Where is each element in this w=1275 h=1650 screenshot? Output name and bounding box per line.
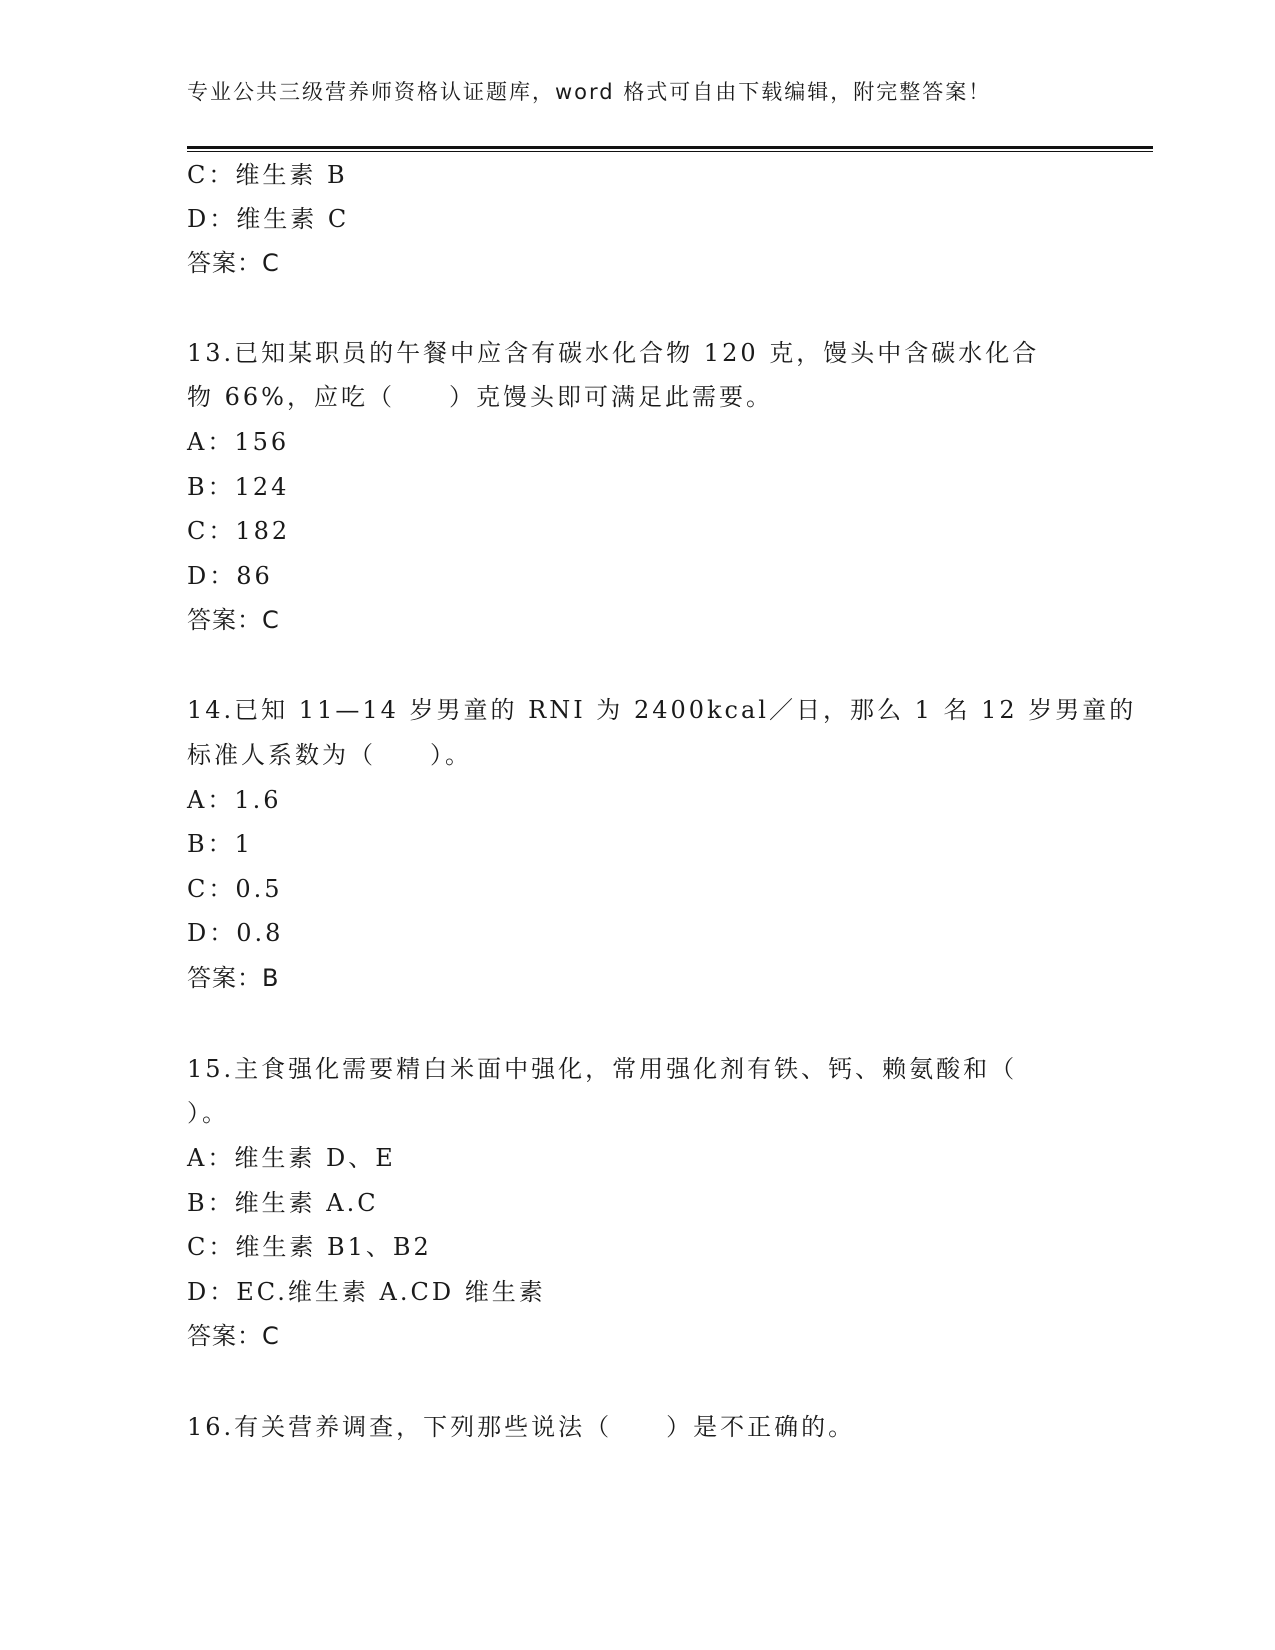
option-line: D：EC.维生素 A.CD 维生素 <box>187 1278 546 1306</box>
option-line: B：124 <box>187 473 290 501</box>
question-line: 14.已知 11—14 岁男童的 RNI 为 2400kcal／日，那么 1 名 12 岁男童的 <box>187 696 1137 724</box>
question-line: 物 66%，应吃（ ）克馒头即可满足此需要。 <box>187 383 773 411</box>
header-divider-thick <box>187 146 1153 149</box>
option-line: D：0.8 <box>187 919 284 947</box>
answer-line: 答案：C <box>187 1322 280 1350</box>
answer-line: 答案：B <box>187 964 280 992</box>
question-line: 13.已知某职员的午餐中应含有碳水化合物 120 克，馒头中含碳水化合 <box>187 339 1040 367</box>
option-line: C：0.5 <box>187 875 283 903</box>
question-line: 标准人系数为（ ）。 <box>187 741 472 769</box>
question-line: 15.主食强化需要精白米面中强化，常用强化剂有铁、钙、赖氨酸和（ <box>187 1055 1018 1083</box>
answer-line: 答案：C <box>187 249 280 277</box>
question-line: ）。 <box>187 1099 229 1127</box>
option-line: A：156 <box>187 428 290 456</box>
answer-line: 答案：C <box>187 606 280 634</box>
option-line: D：维生素 C <box>187 205 350 233</box>
option-line: B：维生素 A.C <box>187 1189 379 1217</box>
option-line: C：182 <box>187 517 291 545</box>
header-text: 专业公共三级营养师资格认证题库，word 格式可自由下载编辑，附完整答案！ <box>187 80 992 104</box>
question-line: 16.有关营养调查，下列那些说法（ ）是不正确的。 <box>187 1413 856 1441</box>
option-line: D：86 <box>187 562 273 590</box>
option-line: B：1 <box>187 830 253 858</box>
header-divider-thin <box>187 151 1153 152</box>
option-line: A：维生素 D、E <box>187 1144 396 1172</box>
option-line: A：1.6 <box>187 786 282 814</box>
option-line: C：维生素 B1、B2 <box>187 1233 432 1261</box>
option-line: C：维生素 B <box>187 161 348 189</box>
